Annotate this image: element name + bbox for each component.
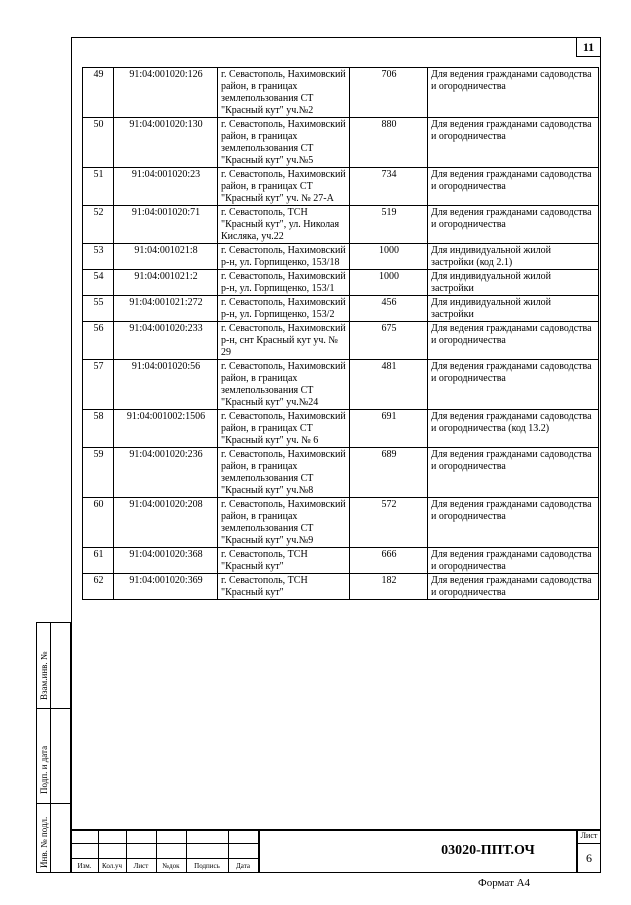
kol-uch-label: Кол.уч [102, 862, 122, 870]
permitted-use: Для ведения гражданами садоводства и огородничества [428, 360, 599, 410]
cadastral-number: 91:04:001021:8 [114, 244, 218, 270]
address: г. Севастополь, Нахимовский р-н, ул. Горпищенко, 153/18 [218, 244, 350, 270]
area: 880 [350, 118, 428, 168]
row-number: 62 [83, 574, 114, 600]
area: 519 [350, 206, 428, 244]
row-number: 55 [83, 296, 114, 322]
permitted-use: Для ведения гражданами садоводства и огородничества [428, 68, 599, 118]
table-row [83, 498, 599, 548]
podpis-label: Подпись [194, 862, 220, 870]
address: г. Севастополь, Нахимовский район, в границах СТ "Красный кут" уч. № 6 [218, 410, 350, 448]
row-number: 56 [83, 322, 114, 360]
table-row [83, 322, 599, 360]
table-row [83, 206, 599, 244]
table-row [83, 168, 599, 206]
area: 691 [350, 410, 428, 448]
sheet-label: Лист [580, 831, 598, 840]
page-number-top: 11 [576, 37, 601, 57]
row-number: 60 [83, 498, 114, 548]
izm-label: Изм. [77, 862, 92, 870]
table-row [83, 244, 599, 270]
cadastral-number: 91:04:001020:368 [114, 548, 218, 574]
cadastral-number: 91:04:001020:233 [114, 322, 218, 360]
address: г. Севастополь, Нахимовский район, в границах землепользования СТ "Красный кут" уч.№24 [218, 360, 350, 410]
table-row [83, 296, 599, 322]
row-number: 53 [83, 244, 114, 270]
permitted-use: Для индивидуальной жилой застройки (код 2.1) [428, 244, 599, 270]
ndok-label: №док [162, 862, 180, 870]
table-row [83, 118, 599, 168]
table-row [83, 68, 599, 118]
cadastral-number: 91:04:001020:208 [114, 498, 218, 548]
table-row [83, 548, 599, 574]
inv-podl-label: Инв. № подл. [39, 816, 49, 868]
permitted-use: Для ведения гражданами садоводства и огородничества [428, 322, 599, 360]
parcels-table [82, 67, 599, 600]
address: г. Севастополь, Нахимовский р-н, снт Красный кут уч. № 29 [218, 322, 350, 360]
document-code: 03020-ППТ.ОЧ [441, 843, 535, 858]
row-number: 49 [83, 68, 114, 118]
list-label: Лист [133, 862, 149, 870]
area: 456 [350, 296, 428, 322]
permitted-use: Для ведения гражданами садоводства и огородничества [428, 574, 599, 600]
cadastral-number: 91:04:001021:2 [114, 270, 218, 296]
row-number: 52 [83, 206, 114, 244]
sheet-number: 6 [586, 851, 592, 865]
address: г. Севастополь, Нахимовский район, в границах землепользования СТ "Красный кут" уч.№8 [218, 448, 350, 498]
format-label: Формат А4 [478, 877, 531, 889]
table-row [83, 448, 599, 498]
area: 182 [350, 574, 428, 600]
area: 1000 [350, 244, 428, 270]
row-number: 58 [83, 410, 114, 448]
address: г. Севастополь, Нахимовский р-н, ул. Горпищенко, 153/2 [218, 296, 350, 322]
side-value-column [50, 622, 71, 873]
permitted-use: Для ведения гражданами садоводства и огородничества [428, 548, 599, 574]
area: 689 [350, 448, 428, 498]
table-row [83, 574, 599, 600]
permitted-use: Для ведения гражданами садоводства и огородничества [428, 448, 599, 498]
address: г. Севастополь, ТСН "Красный кут", ул. Николая Кисляка, уч.22 [218, 206, 350, 244]
address: г. Севастополь, Нахимовский район, в границах землепользования СТ "Красный кут" уч.№5 [218, 118, 350, 168]
inv-zam-label: Взам.инв. № [39, 651, 49, 700]
data-label: Дата [236, 862, 250, 870]
podp-data-label: Подп. и дата [39, 745, 49, 794]
row-number: 59 [83, 448, 114, 498]
cadastral-number: 91:04:001020:23 [114, 168, 218, 206]
permitted-use: Для индивидуальной жилой застройки [428, 270, 599, 296]
permitted-use: Для ведения гражданами садоводства и огородничества [428, 206, 599, 244]
area: 481 [350, 360, 428, 410]
permitted-use: Для ведения гражданами садоводства и огородничества [428, 168, 599, 206]
area: 572 [350, 498, 428, 548]
address: г. Севастополь, ТСН "Красный кут" [218, 574, 350, 600]
cadastral-number: 91:04:001020:236 [114, 448, 218, 498]
cadastral-number: 91:04:001020:130 [114, 118, 218, 168]
permitted-use: Для ведения гражданами садоводства и огородничества (код 13.2) [428, 410, 599, 448]
cadastral-number: 91:04:001020:126 [114, 68, 218, 118]
address: г. Севастополь, Нахимовский район, в границах СТ "Красный кут" уч. № 27-А [218, 168, 350, 206]
cadastral-number: 91:04:001021:272 [114, 296, 218, 322]
row-number: 54 [83, 270, 114, 296]
row-number: 61 [83, 548, 114, 574]
area: 734 [350, 168, 428, 206]
address: г. Севастополь, Нахимовский р-н, ул. Горпищенко, 153/1 [218, 270, 350, 296]
row-number: 50 [83, 118, 114, 168]
side-strip [36, 622, 71, 873]
cadastral-number: 91:04:001002:1506 [114, 410, 218, 448]
address: г. Севастополь, ТСН "Красный кут" [218, 548, 350, 574]
row-number: 57 [83, 360, 114, 410]
permitted-use: Для ведения гражданами садоводства и огородничества [428, 498, 599, 548]
row-number: 51 [83, 168, 114, 206]
table-row [83, 410, 599, 448]
table-row [83, 360, 599, 410]
title-block [71, 829, 601, 873]
area: 666 [350, 548, 428, 574]
permitted-use: Для ведения гражданами садоводства и огородничества [428, 118, 599, 168]
table-row [83, 270, 599, 296]
permitted-use: Для индивидуальной жилой застройки [428, 296, 599, 322]
cadastral-number: 91:04:001020:56 [114, 360, 218, 410]
address: г. Севастополь, Нахимовский район, в границах землепользования СТ "Красный кут" уч.№2 [218, 68, 350, 118]
cadastral-number: 91:04:001020:71 [114, 206, 218, 244]
area: 675 [350, 322, 428, 360]
area: 1000 [350, 270, 428, 296]
area: 706 [350, 68, 428, 118]
address: г. Севастополь, Нахимовский район, в границах землепользования СТ "Красный кут" уч.№9 [218, 498, 350, 548]
cadastral-number: 91:04:001020:369 [114, 574, 218, 600]
